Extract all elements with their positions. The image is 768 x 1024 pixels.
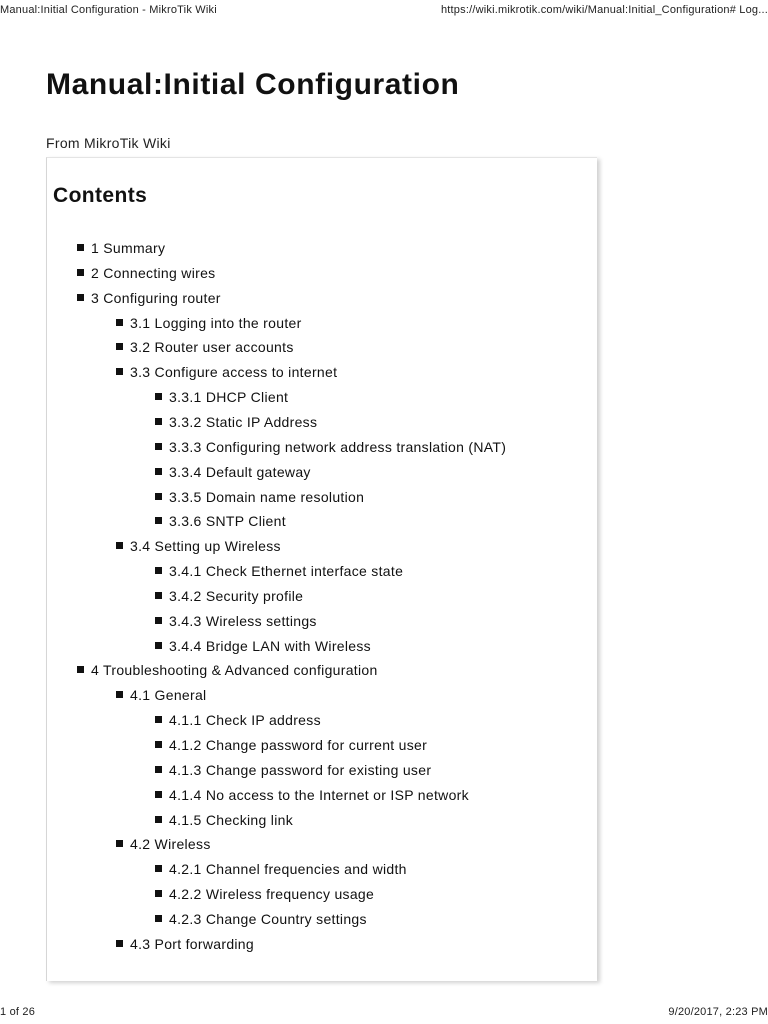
toc-entry[interactable] [116,363,337,381]
toc-entry[interactable] [155,910,367,928]
toc-entry[interactable] [155,612,317,630]
toc-entry-label[interactable]: 3.2 Router user accounts [130,339,294,356]
toc-entry-label[interactable]: 3.4.4 Bridge LAN with Wireless [169,637,371,654]
square-bullet-icon [155,890,162,897]
toc-entry[interactable] [155,761,431,779]
page-title: Manual:Initial Configuration [46,68,460,101]
toc-entry[interactable] [155,388,288,406]
toc-entry-label[interactable]: 4.1 General [130,687,207,704]
toc-entry[interactable] [77,289,221,307]
square-bullet-icon [116,940,123,947]
toc-entry-label[interactable]: 4.1.3 Change password for existing user [169,761,432,778]
square-bullet-icon [77,294,84,301]
toc-entry[interactable] [116,314,302,332]
toc-entry-label[interactable]: 4.2.3 Change Country settings [169,910,367,927]
page-subtitle: From MikroTik Wiki [46,135,171,151]
toc-entry[interactable] [155,811,293,829]
toc-entry-label[interactable]: 4.1.5 Checking link [169,811,293,828]
square-bullet-icon [155,716,162,723]
toc-entry-label[interactable]: 4.1.2 Change password for current user [169,737,428,753]
toc-entry[interactable] [155,860,407,878]
square-bullet-icon [155,567,162,574]
toc-entry[interactable] [116,338,294,356]
toc-entry-label[interactable]: 4.2 Wireless [130,836,211,853]
toc-entry[interactable] [155,438,506,456]
square-bullet-icon [116,691,123,698]
toc-entry-label[interactable]: 3.3.4 Default gateway [169,463,311,480]
toc-entry[interactable] [77,264,215,282]
square-bullet-icon [155,915,162,922]
square-bullet-icon [155,865,162,872]
toc-entry[interactable] [155,512,286,530]
toc-entry[interactable] [155,463,311,481]
square-bullet-icon [155,816,162,823]
toc-entry-label[interactable]: 4.3 Port forwarding [130,935,254,952]
square-bullet-icon [116,542,123,549]
toc-entry[interactable] [155,637,371,655]
square-bullet-icon [155,468,162,475]
toc-entry[interactable] [155,488,364,506]
toc-entry[interactable] [116,935,254,953]
print-header-title: Manual:Initial Configuration - MikroTik Wiki [0,4,217,16]
print-datetime: 9/20/2017, 2:23 PM [668,1006,768,1018]
square-bullet-icon [77,269,84,276]
print-header-url: https://wiki.mikrotik.com/wiki/Manual:Initial_Configuration# Log... [440,4,768,16]
toc-entry[interactable] [155,885,374,903]
toc-entry-label[interactable]: 3.4.1 Check Ethernet interface state [169,563,404,580]
toc-entry-label[interactable]: 3.4.3 Wireless settings [169,612,317,629]
toc-entry-label[interactable]: 3.3.2 Static IP Address [169,413,318,430]
toc-entry-label[interactable]: 3.3.6 SNTP Client [169,513,286,530]
toc-entry-label[interactable]: 4.2.1 Channel frequencies and width [169,861,407,878]
toc-entry-label[interactable]: 3.3.5 Domain name resolution [169,488,365,505]
square-bullet-icon [155,741,162,748]
toc-entry-label[interactable]: 3 Configuring router [91,289,221,306]
toc-entry-label[interactable]: 4 Troubleshooting & Advanced configuration [91,662,378,679]
square-bullet-icon [116,368,123,375]
toc-entry-label[interactable]: 2 Connecting wires [91,264,216,281]
toc-entry-label[interactable]: 4.2.2 Wireless frequency usage [169,886,375,903]
square-bullet-icon [116,319,123,326]
square-bullet-icon [155,592,162,599]
print-footer [0,1006,768,1020]
toc-entry[interactable] [155,562,403,580]
square-bullet-icon [155,642,162,649]
square-bullet-icon [116,343,123,350]
toc-entry-label[interactable]: 3.4 Setting up Wireless [130,538,281,555]
square-bullet-icon [155,517,162,524]
toc-entry-label[interactable]: 3.1 Logging into the router [130,314,302,331]
toc-entry-label[interactable]: 4.1.1 Check IP address [169,712,321,729]
toc-entry[interactable] [77,239,165,257]
page-counter: 1 of 26 [0,1006,36,1018]
square-bullet-icon [155,617,162,624]
print-header [0,4,768,18]
toc-entry[interactable] [155,786,469,804]
toc-entry[interactable] [116,686,206,704]
toc-entry[interactable] [77,661,378,679]
toc-entry-label[interactable]: 3.3.1 DHCP Client [169,389,289,406]
toc-entry-label[interactable]: 3.4.2 Security profile [169,587,304,604]
toc-entry-label[interactable]: 3.3 Configure access to internet [130,364,338,381]
toc-entry-label[interactable]: 4.1.4 No access to the Internet or ISP network [169,786,469,803]
toc-entry-label[interactable]: 1 Summary [91,240,166,256]
square-bullet-icon [155,791,162,798]
toc-entry[interactable] [116,537,281,555]
toc-title: Contents [53,184,148,207]
toc-entry[interactable] [155,587,303,605]
table-of-contents [46,157,597,981]
toc-entry[interactable] [116,835,211,853]
square-bullet-icon [155,443,162,450]
toc-entry-label[interactable]: 3.3.3 Configuring network address translation (NAT) [169,438,507,455]
toc-entry[interactable] [155,413,317,431]
square-bullet-icon [155,418,162,425]
square-bullet-icon [155,393,162,400]
square-bullet-icon [116,840,123,847]
toc-entry[interactable] [155,711,321,729]
square-bullet-icon [77,666,84,673]
square-bullet-icon [155,766,162,773]
square-bullet-icon [155,493,162,500]
square-bullet-icon [77,244,84,251]
toc-entry[interactable] [155,736,427,754]
